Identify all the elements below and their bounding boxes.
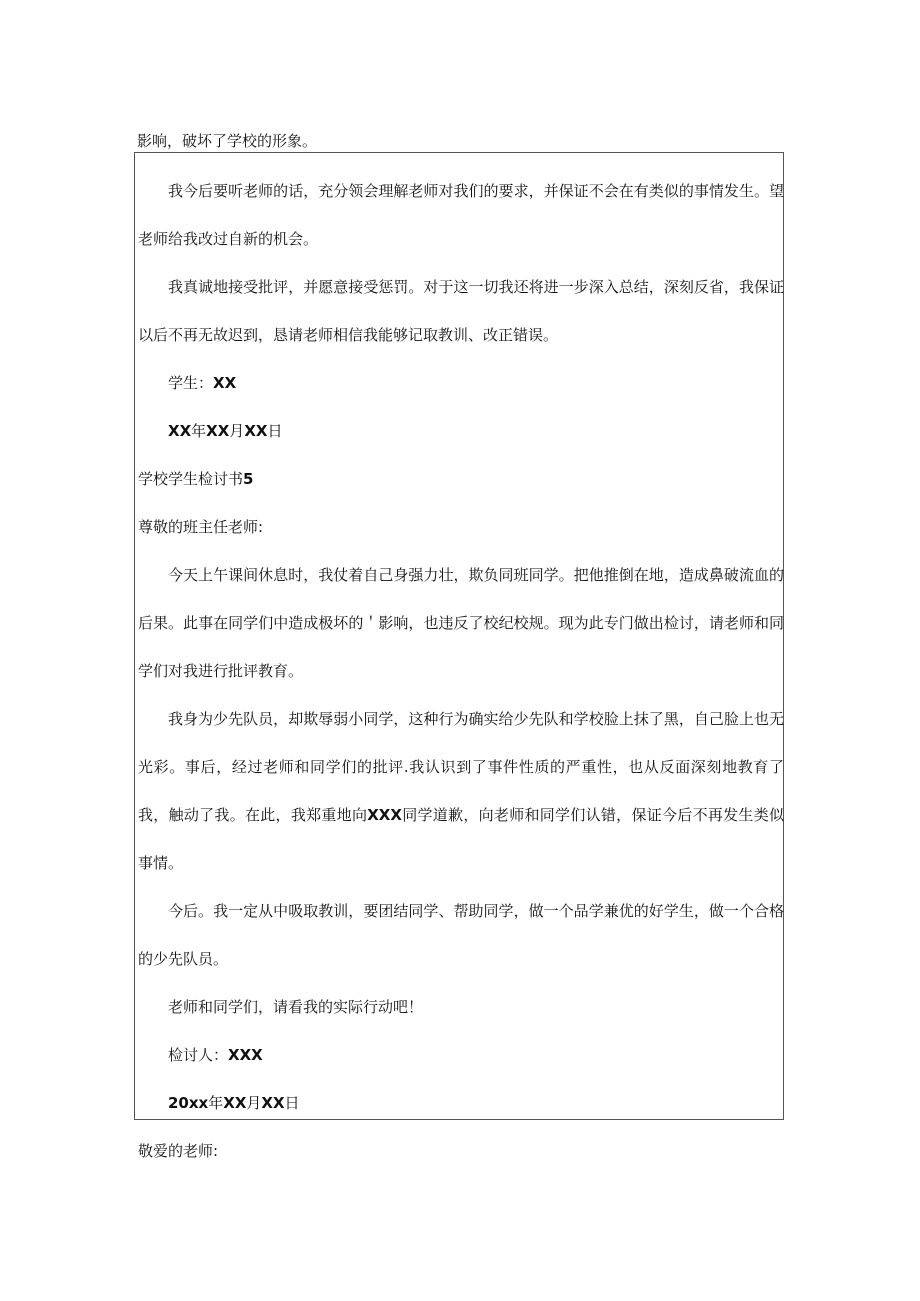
date2-yue: 月 bbox=[246, 1094, 262, 1112]
section-heading bbox=[138, 455, 784, 503]
signature-student bbox=[138, 359, 784, 407]
paragraph-accept-criticism: 我真诚地接受批评，并愿意接受惩罚。对于这一切我还将进一步深入总结，深刻反省，我保证以后不再无故迟到，恳请老师相信我能够记取教训、改正错误。 bbox=[138, 278, 784, 344]
reviewer-label: 检讨人： bbox=[168, 1046, 229, 1064]
date-yue: 月 bbox=[229, 422, 245, 440]
signature-label: 学生： bbox=[168, 374, 214, 392]
date2-month: XX bbox=[223, 1094, 247, 1112]
frame-content bbox=[138, 167, 784, 1175]
date2-day: XX bbox=[261, 1094, 285, 1112]
apology-text-before: 我身为少先队员，却欺辱弱小同学，这种行为确实给少先队和学校脸上抹了黑，自己脸上也无光彩。事后，经过老师和同学们的批评.我认识到了事件性质的严重性，也从反面深刻地教育了我，触动了我。在此，我郑重地向 bbox=[138, 710, 784, 824]
salutation-head-teacher: 尊敬的班主任老师: bbox=[138, 518, 264, 536]
paragraph-apology bbox=[138, 695, 784, 887]
lead-line: 影响，破坏了学校的形象。 bbox=[137, 132, 318, 150]
text-frame bbox=[134, 152, 784, 1160]
date-day: XX bbox=[244, 422, 268, 440]
section-heading-number: 5 bbox=[243, 470, 254, 488]
salutation-teacher: 敬爱的老师: bbox=[138, 1142, 219, 1160]
section-heading-text: 学校学生检讨书 bbox=[138, 470, 244, 488]
paragraph-closing: 老师和同学们，请看我的实际行动吧！ bbox=[168, 998, 424, 1016]
date-line-2 bbox=[138, 1079, 784, 1127]
date2-year: 20xx bbox=[168, 1094, 209, 1112]
signature-value: XX bbox=[213, 374, 237, 392]
reviewer-value: XXX bbox=[228, 1046, 263, 1064]
paragraph-future: 今后。我一定从中吸取教训，要团结同学、帮助同学，做一个品学兼优的好学生，做一个合格的少先队员。 bbox=[138, 902, 784, 968]
paragraph-incident: 今天上午课间休息时，我仗着自己身强力壮，欺负同班同学。把他推倒在地，造成鼻破流血的后果。此事在同学们中造成极坏的＇影响，也违反了校纪校规。现为此专门做出检讨，请老师和同学们对我进行批评教育。 bbox=[138, 566, 784, 680]
date2-ri: 日 bbox=[284, 1094, 300, 1112]
date-year: XX bbox=[168, 422, 192, 440]
apology-text-after: 同学道歉，向老师和同学们认错，保证今后不再发生类似事情。 bbox=[138, 806, 784, 872]
paragraph-promise: 我今后要听老师的话，充分领会理解老师对我们的要求，并保证不会在有类似的事情发生。望老师给我改过自新的机会。 bbox=[138, 182, 784, 248]
date-nian: 年 bbox=[191, 422, 207, 440]
apology-name: XXX bbox=[367, 806, 402, 824]
date-month: XX bbox=[206, 422, 230, 440]
signature-reviewer bbox=[138, 1031, 784, 1079]
date-ri: 日 bbox=[267, 422, 283, 440]
date2-nian: 年 bbox=[208, 1094, 224, 1112]
date-line-1 bbox=[138, 407, 784, 455]
